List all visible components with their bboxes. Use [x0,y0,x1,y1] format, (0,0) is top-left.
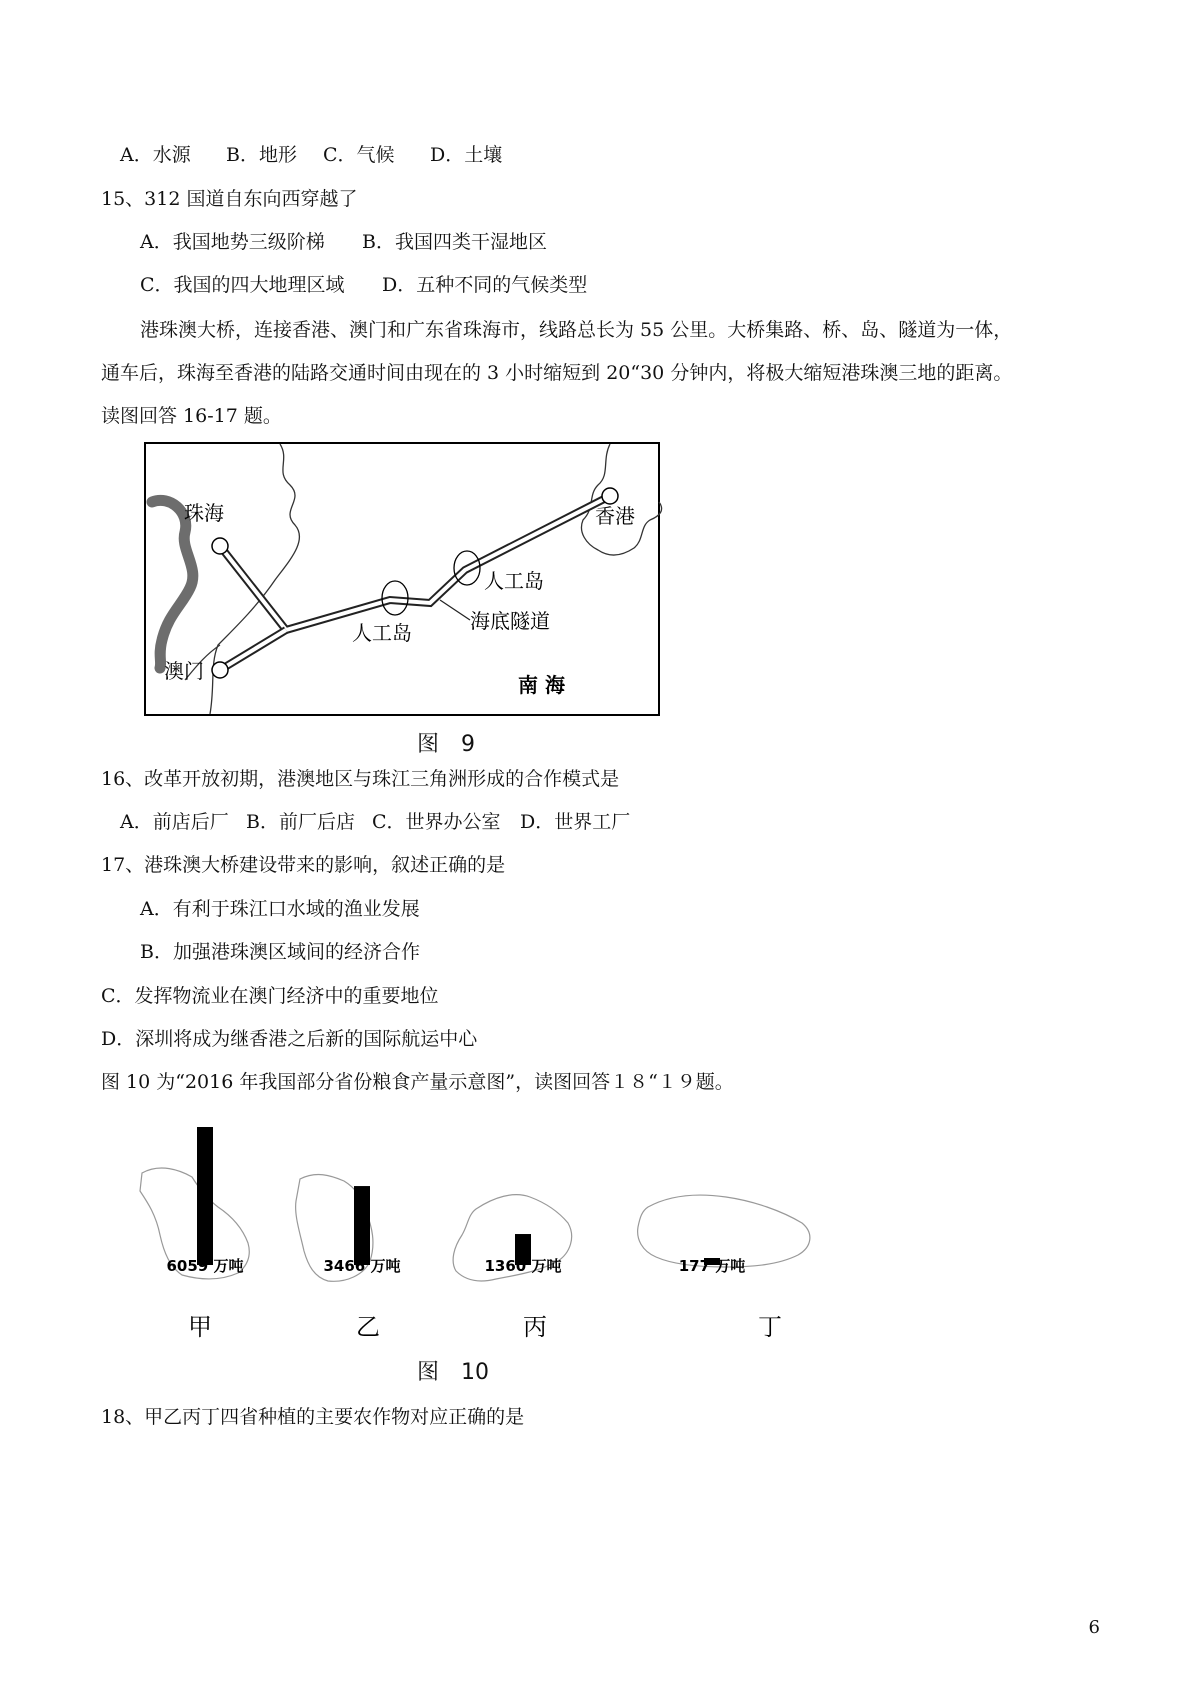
endpoint-macau [212,662,228,678]
q15-option-c: C．我国的四大地理区域 [140,274,345,296]
label-zhuhai: 珠海 [184,501,224,525]
label-island-1: 人工岛 [352,621,412,645]
passage-line-2: 通车后，珠海至香港的陆路交通时间由现在的 3 小时缩短到 20“30 分钟内，将极大缩短港珠澳三地的距离。 [101,362,1013,384]
figure-10-grain-chart [130,1115,850,1355]
q17-option-b: B．加强港珠澳区域间的经济合作 [140,941,420,963]
q15-option-a: A．我国地势三级阶梯 [140,231,325,253]
bar-value-label-0: 6059 万吨 [166,1257,244,1275]
q16-option-c: C．世界办公室 [372,811,501,833]
q17-option-c: C．发挥物流业在澳门经济中的重要地位 [101,985,439,1007]
q14-option-c: C．气候 [323,144,395,166]
figure-9-caption: 图 9 [417,732,475,757]
category-label-1: 乙 [356,1313,380,1341]
q15-options-row2 [140,273,587,297]
category-label-0: 甲 [188,1313,212,1341]
bar-value-label-3: 177 万吨 [678,1257,746,1275]
bar-1 [354,1186,370,1265]
bar-value-label-1: 3466 万吨 [323,1257,401,1275]
q16-option-d: D．世界工厂 [520,811,631,833]
endpoint-zhuhai [212,538,228,554]
q15-option-b: B．我国四类干湿地区 [362,231,547,253]
label-macau: 澳门 [164,659,204,683]
category-label-3: 丁 [758,1313,782,1341]
q17-option-a: A．有利于珠江口水域的渔业发展 [140,898,420,920]
figure-10-intro: 图 10 为“2016 年我国部分省份粮食产量示意图”，读图回答１８“１９题。 [101,1071,734,1093]
label-south-sea: 南 海 [518,673,565,697]
q16-stem: 16、改革开放初期，港澳地区与珠江三角洲形成的合作模式是 [101,768,620,790]
q16-option-a: A．前店后厂 [120,811,229,833]
q14-options [120,143,502,167]
q16-options [120,810,630,834]
q18-stem: 18、甲乙丙丁四省种植的主要农作物对应正确的是 [101,1406,525,1428]
passage-line-3: 读图回答 16-17 题。 [101,405,282,427]
q17-option-d: D．深圳将成为继香港之后新的国际航运中心 [101,1028,478,1050]
figure-10-caption: 图 10 [417,1360,489,1385]
q15-stem: 15、312 国道自东向西穿越了 [101,188,358,210]
q15-option-d: D．五种不同的气候类型 [382,274,588,296]
q14-option-a: A．水源 [120,144,191,166]
page-number: 6 [1088,1617,1100,1638]
q17-stem: 17、港珠澳大桥建设带来的影响，叙述正确的是 [101,854,506,876]
endpoint-hongkong [602,488,618,504]
q15-options-row1 [140,230,547,254]
label-island-2: 人工岛 [484,569,544,593]
q16-option-b: B．前厂后店 [246,811,355,833]
figure-9-bridge-map [140,440,665,720]
label-tunnel: 海底隧道 [470,609,550,633]
label-hongkong: 香港 [595,504,635,528]
category-label-2: 丙 [523,1313,547,1341]
bar-0 [197,1127,213,1265]
q14-option-d: D．土壤 [430,144,503,166]
q14-option-b: B．地形 [226,144,297,166]
bar-value-label-2: 1360 万吨 [484,1257,562,1275]
passage-line-1: 港珠澳大桥，连接香港、澳门和广东省珠海市，线路总长为 55 公里。大桥集路、桥、岛、隧道为一体， [140,319,1013,341]
